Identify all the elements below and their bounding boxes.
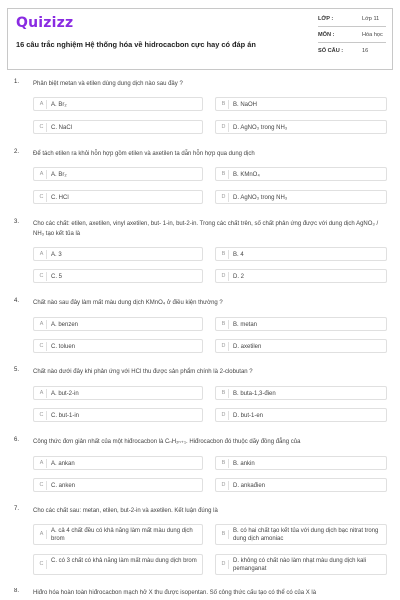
option-d[interactable] xyxy=(215,339,387,353)
option-b[interactable] xyxy=(215,97,387,111)
option-text: D. axetilen xyxy=(233,344,262,350)
option-letter: C xyxy=(37,342,47,351)
option-text: C. 5 xyxy=(51,274,63,280)
option-text: D. AgNO₃ trong NH₃ xyxy=(233,195,288,201)
option-letter: B xyxy=(219,530,229,539)
option-letter: D xyxy=(219,342,229,351)
question-number: 2. xyxy=(14,149,20,155)
option-text: C. toluen xyxy=(51,344,76,350)
option-letter: C xyxy=(37,123,47,132)
option-letter: B xyxy=(219,389,229,398)
option-a[interactable] xyxy=(33,456,203,470)
option-c[interactable] xyxy=(33,408,203,422)
option-letter: A xyxy=(37,100,47,109)
option-letter: C xyxy=(37,411,47,420)
option-text: C. NaCl xyxy=(51,125,73,131)
option-text: C. có 3 chất có khả năng làm mất màu dung dịch brom xyxy=(51,558,197,564)
option-text: B. metan xyxy=(233,322,258,328)
option-letter: D xyxy=(219,411,229,420)
question-number: 6. xyxy=(14,437,20,443)
option-b[interactable] xyxy=(215,456,387,470)
meta-label-class: LỚP : xyxy=(318,16,334,22)
option-text: C. anken xyxy=(51,483,76,489)
option-letter: B xyxy=(219,170,229,179)
option-letter: A xyxy=(37,250,47,259)
option-text: A. 3 xyxy=(51,252,62,258)
question-8 xyxy=(0,588,400,600)
option-c[interactable] xyxy=(33,190,203,204)
option-text: B. 4 xyxy=(233,252,244,258)
option-d[interactable] xyxy=(215,190,387,204)
option-text: B. NaOH xyxy=(233,102,258,108)
option-text: D. không có chất nào làm nhạt màu dung dịch kali pemanganat xyxy=(233,558,367,572)
option-letter: A xyxy=(37,170,47,179)
option-d[interactable] xyxy=(215,269,387,283)
option-d[interactable] xyxy=(215,554,387,575)
question-text: Phân biệt metan và etilen dùng dung dịch nào sau đây ? xyxy=(33,81,183,87)
option-letter: A xyxy=(37,320,47,329)
option-text: D. but-1-en xyxy=(233,413,264,419)
question-number: 8. xyxy=(14,588,20,594)
meta-divider xyxy=(318,42,386,43)
option-text: B. KMnO₄ xyxy=(233,172,260,178)
meta-value-count: 16 xyxy=(362,48,369,54)
option-text: A. Br₂ xyxy=(51,102,67,108)
option-b[interactable] xyxy=(215,386,387,400)
option-c[interactable] xyxy=(33,339,203,353)
option-letter: D xyxy=(219,123,229,132)
option-c[interactable] xyxy=(33,120,203,134)
option-letter: B xyxy=(219,250,229,259)
question-text: Cho các chất sau: metan, etilen, but-2-in và axetilen. Kết luận đúng là xyxy=(33,508,218,514)
option-a[interactable] xyxy=(33,247,203,261)
option-a[interactable] xyxy=(33,167,203,181)
option-letter: B xyxy=(219,320,229,329)
option-letter: A xyxy=(37,530,47,539)
worksheet-header xyxy=(7,8,393,70)
question-number: 1. xyxy=(14,79,20,85)
question-text: Để tách etilen ra khỏi hỗn hợp gồm etilen và axetilen ta dẫn hỗn hợp qua dung dịch xyxy=(33,151,255,157)
question-text: Chất nào dưới đây khi phản ứng với HCl thu được sản phẩm chính là 2-clobutan ? xyxy=(33,369,253,375)
question-number: 5. xyxy=(14,367,20,373)
option-letter: C xyxy=(37,481,47,490)
option-a[interactable] xyxy=(33,524,203,545)
option-b[interactable] xyxy=(215,524,387,545)
option-text: D. 2 xyxy=(233,274,245,280)
option-a[interactable] xyxy=(33,317,203,331)
option-b[interactable] xyxy=(215,167,387,181)
option-d[interactable] xyxy=(215,120,387,134)
option-d[interactable] xyxy=(215,478,387,492)
option-text: B. có hai chất tạo kết tủa với dung dịch bạc nitrat trong dung dịch amoniac xyxy=(233,528,379,542)
option-a[interactable] xyxy=(33,97,203,111)
quizizz-logo[interactable]: Quizizz xyxy=(16,15,74,31)
option-text: B. ankin xyxy=(233,461,255,467)
option-letter: C xyxy=(37,560,47,569)
option-letter: A xyxy=(37,389,47,398)
option-a[interactable] xyxy=(33,386,203,400)
question-text: Công thức đơn giản nhất của một hiđrocacbon là CₙH₂ₙ₊₁. Hiđrocacbon đó thuộc dãy đồng đẳng của xyxy=(33,439,301,445)
question-number: 4. xyxy=(14,298,20,304)
meta-label-count: SỐ CÂU : xyxy=(318,48,344,54)
meta-value-class: Lớp 11 xyxy=(362,16,380,22)
option-text: C. but-1-in xyxy=(51,413,80,419)
option-letter: D xyxy=(219,481,229,490)
option-text: B. buta-1,3-đien xyxy=(233,391,276,397)
option-d[interactable] xyxy=(215,408,387,422)
option-text: D. AgNO₃ trong NH₃ xyxy=(233,125,288,131)
question-text: Cho các chất: etilen, axetilen, vinyl axetilen, but- 1-in, but-2-in. Trong các chất trên, số chất phản ứng được với dung dịch AgNO₃ / NH₃ tạo kết tủa là xyxy=(33,221,379,237)
option-text: C. HCl xyxy=(51,195,69,201)
option-letter: B xyxy=(219,459,229,468)
option-letter: D xyxy=(219,560,229,569)
option-c[interactable] xyxy=(33,269,203,283)
option-text: D. ankađien xyxy=(233,483,266,489)
option-letter: A xyxy=(37,459,47,468)
option-letter: C xyxy=(37,193,47,202)
option-text: A. but-2-in xyxy=(51,391,79,397)
option-text: A. benzen xyxy=(51,322,79,328)
meta-value-subject: Hóa học xyxy=(362,32,383,38)
question-text: Hiđro hóa hoàn toàn hiđrocacbon mạch hở X thu được isopentan. Số công thức cấu tạo có thể có của X là xyxy=(33,590,317,596)
option-letter: B xyxy=(219,100,229,109)
option-b[interactable] xyxy=(215,247,387,261)
option-c[interactable] xyxy=(33,478,203,492)
question-number: 7. xyxy=(14,506,20,512)
option-b[interactable] xyxy=(215,317,387,331)
question-number: 3. xyxy=(14,219,20,225)
option-letter: D xyxy=(219,193,229,202)
option-c[interactable] xyxy=(33,554,203,575)
option-text: A. cả 4 chất đều có khả năng làm mất màu dung dịch brom xyxy=(51,528,193,542)
option-letter: C xyxy=(37,272,47,281)
option-text: A. ankan xyxy=(51,461,75,467)
option-letter: D xyxy=(219,272,229,281)
meta-label-subject: MÔN : xyxy=(318,32,335,38)
option-text: A. Br₂ xyxy=(51,172,67,178)
page-title: 16 câu trắc nghiệm Hệ thống hóa về hidrocacbon cực hay có đáp án xyxy=(16,40,256,49)
meta-divider xyxy=(318,26,386,27)
question-text: Chất nào sau đây làm mất màu dung dịch KMnO₄ ở điều kiện thường ? xyxy=(33,300,223,306)
